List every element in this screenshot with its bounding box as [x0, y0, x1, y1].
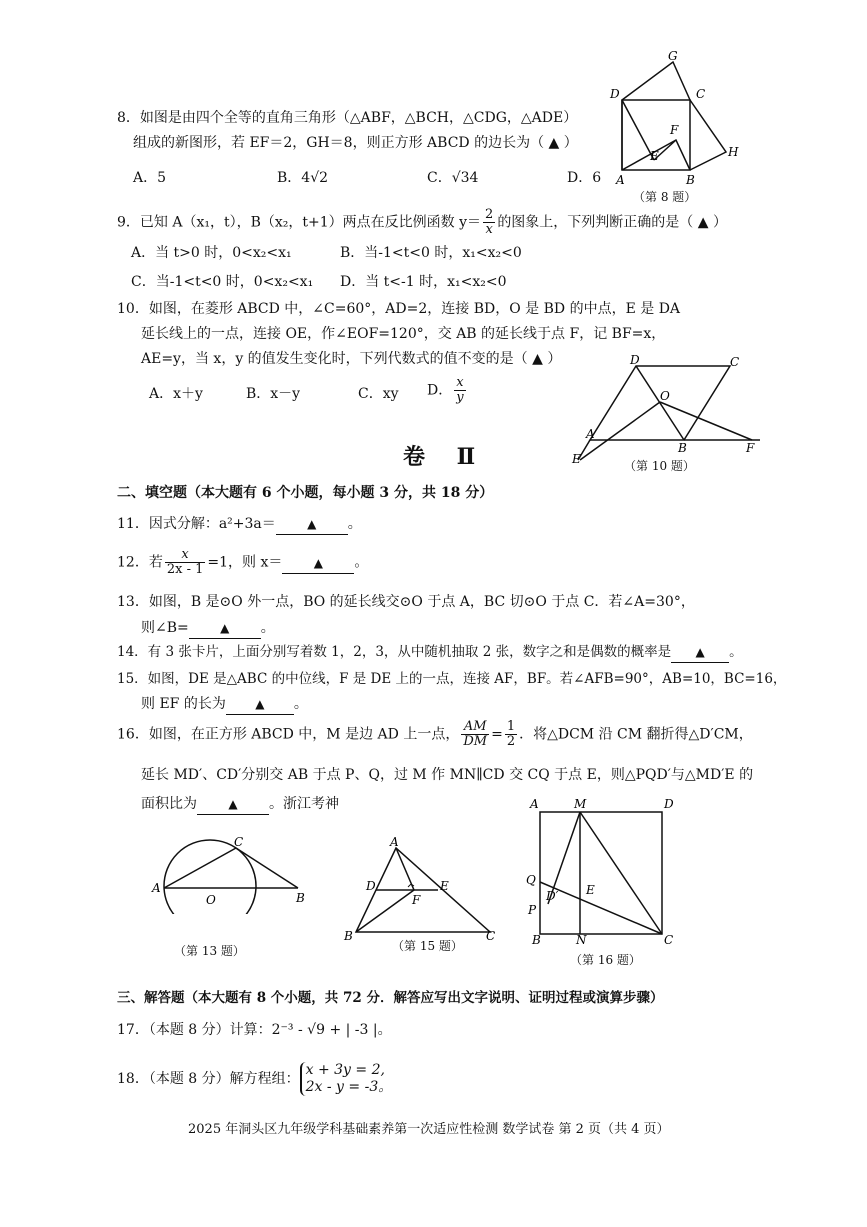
q16-blank[interactable]: ▲	[197, 794, 269, 815]
q8-option-c: C．√34	[427, 170, 479, 186]
caption-q15: （第 15 题）	[392, 939, 463, 953]
section-juan-2: 卷 Ⅱ	[403, 444, 488, 470]
q13-line2: 则∠B= ▲ 。	[141, 618, 275, 639]
q10-line1: 10．如图，在菱形 ABCD 中，∠C=60°，AD=2，连接 BD，O 是 BD 的中点，E 是 DA	[117, 301, 681, 317]
label-h: H	[728, 145, 739, 159]
q11-blank[interactable]: ▲	[276, 514, 348, 535]
label-m: M	[574, 797, 587, 811]
page-footer: 2025 年洞头区九年级学科基础素养第一次适应性检测 数学试卷 第 2 页（共 4 页）	[188, 1122, 670, 1137]
label-b: B	[296, 891, 305, 905]
label-e: E	[586, 883, 595, 897]
figure-q13	[150, 834, 315, 914]
q10-option-a: A．x＋y	[149, 386, 203, 402]
label-a: A	[586, 427, 595, 441]
q10-option-b: B．x－y	[246, 386, 301, 402]
label-b: B	[532, 933, 541, 947]
q8-option-a: A．5	[133, 170, 167, 186]
q9-text-a: 9．已知 A（x₁，t），B（x₂，t+1）两点在反比例函数 y＝	[117, 214, 482, 231]
q14-blank[interactable]: ▲	[671, 642, 729, 663]
q18: 18．（本题 8 分）解方程组： x + 3y = 2, 2x - y = -3。	[117, 1062, 393, 1095]
q9-fraction: $\frac{2}{x}$	[485, 207, 494, 237]
label-b: B	[344, 929, 353, 943]
q15-line2: 则 EF 的长为 ▲ 。	[141, 694, 308, 715]
label-b: B	[678, 441, 687, 455]
label-n: N	[576, 933, 587, 947]
q8-line2: 组成的新图形，若 EF＝2，GH＝8，则正方形 ABCD 的边长为（ ▲ ）	[133, 135, 578, 151]
section-2-heading: 二、填空题（本大题有 6 个小题，每小题 3 分，共 18 分）	[117, 485, 494, 501]
q10-line2: 延长线上的一点，连接 OE，作∠EOF=120°，交 AB 的延长线于点 F，记 BF=x，	[141, 326, 666, 342]
q14: 14．有 3 张卡片，上面分别写着数 1，2，3，从中随机抽取 2 张，数字之和是偶数的概率是 ▲ 。	[117, 642, 743, 663]
label-d-prime: D′	[546, 889, 559, 903]
q9-option-b: B．当-1<t<0 时，x₁<x₂<0	[340, 245, 522, 261]
label-a: A	[616, 173, 625, 187]
q11: 11．因式分解：a²+3a＝ ▲ 。	[117, 514, 362, 535]
q15-blank[interactable]: ▲	[226, 694, 294, 715]
q16-line2: 延长 MD′、CD′分别交 AB 于点 P、Q，过 M 作 MN∥CD 交 CQ 于点 E，则△PQD′与△MD′E 的	[141, 767, 754, 783]
label-c: C	[664, 933, 674, 947]
q17: 17．（本题 8 分）计算：2⁻³ - √9 + | -3 |。	[117, 1022, 392, 1038]
figure-q15	[342, 836, 502, 944]
caption-q13: （第 13 题）	[174, 944, 245, 958]
label-e: E	[440, 879, 449, 893]
label-a: A	[530, 797, 539, 811]
label-o: O	[660, 389, 670, 403]
q8-option-b: B．4√2	[277, 170, 329, 186]
label-d: D	[366, 879, 376, 893]
q8-line1: 8．如图是由四个全等的直角三角形（△ABF，△BCH，△CDG，△ADE）	[117, 110, 578, 126]
q9-option-a: A．当 t>0 时，0<x₂<x₁	[131, 245, 292, 261]
label-c: C	[730, 355, 740, 369]
q15-line1: 15．如图，DE 是△ABC 的中位线，F 是 DE 上的一点，连接 AF，BF。若∠AFB=90°，AB=10，BC=16，	[117, 671, 787, 687]
label-d: D	[664, 797, 674, 811]
label-q: Q	[526, 873, 536, 887]
q9-option-c: C．当-1<t<0 时，0<x₂<x₁	[131, 274, 314, 290]
figure-q10	[566, 352, 766, 464]
q10-option-d: D． $\frac{x}{y}$	[427, 375, 464, 405]
label-f: F	[746, 441, 755, 455]
label-g: G	[668, 49, 678, 63]
label-f: F	[412, 893, 421, 907]
label-f: F	[670, 123, 679, 137]
label-a: A	[152, 881, 161, 895]
label-e: E	[572, 452, 581, 464]
q16-line1: 16．如图，在正方形 ABCD 中，M 是边 AD 上一点， $\frac{AM}{DM}$ = $\frac{1}{2}$ ．将△DCM 沿 CM 翻折得△D′CM，	[117, 719, 753, 749]
caption-q8: （第 8 题）	[633, 190, 697, 204]
label-c: C	[486, 929, 496, 943]
section-3-heading: 三、解答题（本大题有 8 个小题，共 72 分．解答应写出文字说明、证明过程或演算步骤）	[117, 990, 664, 1006]
q8-option-d: D．6	[567, 170, 602, 186]
label-d: D	[610, 87, 620, 101]
q13-line1: 13．如图，B 是⊙O 外一点，BO 的延长线交⊙O 于点 A，BC 切⊙O 于点 C．若∠A=30°，	[117, 594, 695, 610]
q9-text-b: 的图象上，下列判断正确的是（ ▲ ）	[497, 214, 727, 231]
q10-option-c: C．xy	[358, 386, 399, 402]
label-c: C	[696, 87, 706, 101]
q18-equation-system: x + 3y = 2, 2x - y = -3。	[300, 1062, 393, 1096]
q12-blank[interactable]: ▲	[282, 553, 354, 574]
label-c: C	[234, 835, 244, 849]
figure-q16	[524, 796, 684, 948]
caption-q16: （第 16 题）	[570, 953, 641, 967]
q16-line3: 面积比为 ▲ 。浙江考神	[141, 794, 339, 815]
q9-option-d: D．当 t<-1 时，x₁<x₂<0	[340, 274, 507, 290]
label-e: E	[650, 149, 659, 163]
label-p: P	[528, 903, 537, 917]
q12: 12．若 $\frac{x}{2x - 1}$ =1，则 x＝ ▲ 。	[117, 547, 369, 577]
label-a: A	[390, 836, 399, 849]
label-b: B	[686, 173, 695, 187]
caption-q10: （第 10 题）	[624, 459, 695, 473]
figure-q8	[596, 48, 746, 188]
label-d: D	[630, 353, 640, 367]
q10-line3: AE=y，当 x，y 的值发生变化时，下列代数式的值不变的是（ ▲ ）	[141, 351, 562, 367]
q13-blank[interactable]: ▲	[189, 618, 261, 639]
q9-line1	[117, 208, 727, 237]
label-o: O	[206, 893, 216, 907]
